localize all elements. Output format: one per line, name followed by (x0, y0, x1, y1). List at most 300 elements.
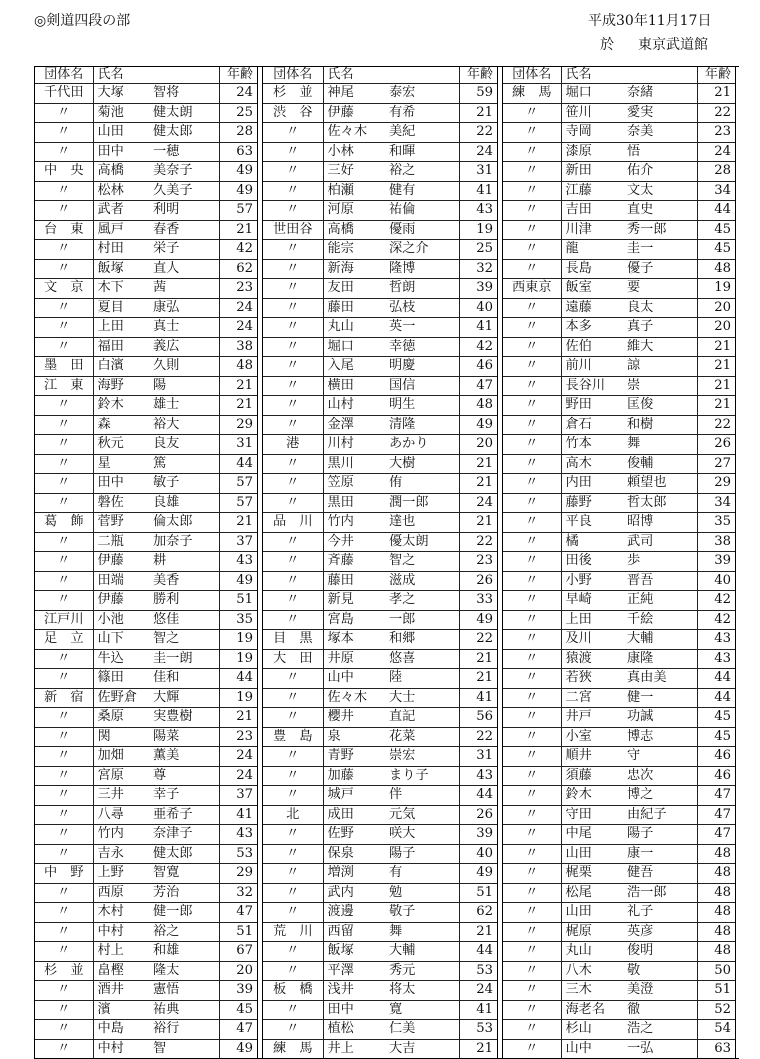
given-name-cell: 明慶 (385, 357, 459, 377)
group-cell: 葛 飾 (35, 513, 93, 533)
header-name: 氏名 (323, 67, 459, 84)
given-name-cell: 伴 (385, 786, 459, 806)
table-row (263, 883, 497, 903)
surname-cell: 横田 (323, 376, 385, 396)
given-name-cell: 将太 (385, 981, 459, 1001)
given-name-cell: 隆太 (149, 961, 219, 981)
surname-cell: 内田 (561, 474, 623, 494)
group-cell: 〃 (503, 766, 561, 786)
given-name-cell: 裕之 (149, 922, 219, 942)
given-name-cell: 真子 (623, 318, 697, 338)
group-cell: 〃 (503, 630, 561, 650)
surname-cell: 田中 (93, 142, 149, 162)
age-cell: 35 (219, 610, 257, 630)
age-cell: 39 (219, 981, 257, 1001)
age-cell: 51 (219, 591, 257, 611)
surname-cell: 三好 (323, 162, 385, 182)
table-row (35, 786, 257, 806)
table-row (35, 396, 257, 416)
given-name-cell: 耕 (149, 552, 219, 572)
surname-cell: 関 (93, 727, 149, 747)
group-cell: 〃 (263, 571, 323, 591)
group-cell: 〃 (263, 610, 323, 630)
given-name-cell: 圭一 (623, 240, 697, 260)
surname-cell: 木村 (93, 903, 149, 923)
age-cell: 28 (219, 123, 257, 143)
table-row (263, 532, 497, 552)
age-cell: 53 (459, 1020, 497, 1040)
given-name-cell: 弘枝 (385, 298, 459, 318)
surname-cell: 田中 (93, 474, 149, 494)
surname-cell: 二宮 (561, 688, 623, 708)
given-name-cell: 英彦 (623, 922, 697, 942)
table-row (263, 1000, 497, 1020)
table-row (503, 162, 735, 182)
age-cell: 43 (219, 552, 257, 572)
group-cell: 台 東 (35, 220, 93, 240)
given-name-cell: 康一 (623, 844, 697, 864)
surname-cell: 遠藤 (561, 298, 623, 318)
group-cell: 〃 (35, 181, 93, 201)
group-cell: 〃 (503, 825, 561, 845)
group-cell: 〃 (263, 240, 323, 260)
table-row (503, 220, 735, 240)
group-cell: 〃 (503, 571, 561, 591)
given-name-cell: 寛 (385, 1000, 459, 1020)
group-cell: 墨 田 (35, 357, 93, 377)
given-name-cell: 久則 (149, 357, 219, 377)
surname-cell: 佐野 (323, 825, 385, 845)
age-cell: 44 (219, 669, 257, 689)
age-cell: 47 (219, 903, 257, 923)
group-cell: 〃 (503, 240, 561, 260)
table-row (263, 513, 497, 533)
age-cell: 45 (697, 708, 735, 728)
surname-cell: 桑原 (93, 708, 149, 728)
group-cell: 〃 (35, 981, 93, 1001)
table-row (263, 298, 497, 318)
group-cell: 〃 (503, 669, 561, 689)
age-cell: 41 (459, 688, 497, 708)
given-name-cell: 陽子 (623, 825, 697, 845)
given-name-cell: あかり (385, 435, 459, 455)
given-name-cell: 智之 (385, 552, 459, 572)
group-cell: 〃 (35, 532, 93, 552)
surname-cell: 新見 (323, 591, 385, 611)
surname-cell: 秋元 (93, 435, 149, 455)
surname-cell: 新海 (323, 259, 385, 279)
surname-cell: 長島 (561, 259, 623, 279)
age-cell: 21 (697, 84, 735, 104)
given-name-cell: 良太 (623, 298, 697, 318)
age-cell: 49 (459, 864, 497, 884)
given-name-cell: 仁美 (385, 1020, 459, 1040)
group-cell: 〃 (263, 591, 323, 611)
table-row (35, 415, 257, 435)
surname-cell: 金澤 (323, 415, 385, 435)
table-row (503, 786, 735, 806)
age-cell: 44 (459, 786, 497, 806)
given-name-cell: 康隆 (623, 649, 697, 669)
surname-cell: 梶栗 (561, 864, 623, 884)
group-cell: 〃 (35, 883, 93, 903)
table-row (263, 142, 497, 162)
given-name-cell: 守 (623, 747, 697, 767)
table-row (35, 474, 257, 494)
header-name: 氏名 (93, 67, 219, 84)
table-row (503, 883, 735, 903)
group-cell: 〃 (503, 942, 561, 962)
group-cell: 〃 (263, 396, 323, 416)
surname-cell: 及川 (561, 630, 623, 650)
given-name-cell: 康弘 (149, 298, 219, 318)
age-cell: 22 (459, 727, 497, 747)
given-name-cell: 一弘 (627, 1040, 654, 1056)
given-name-cell: 功誠 (623, 708, 697, 728)
header-group: 団体名 (35, 67, 93, 84)
table-row (263, 903, 497, 923)
results-table (34, 66, 739, 1059)
surname-cell: 黒川 (323, 454, 385, 474)
group-cell: 〃 (263, 162, 323, 182)
table-row (35, 279, 257, 299)
given-name-cell: 美奈子 (149, 162, 219, 182)
given-name-cell: 佳和 (149, 669, 219, 689)
table-row (503, 864, 735, 884)
table-row (263, 610, 497, 630)
given-name-cell: 幸徳 (385, 337, 459, 357)
header-row (263, 67, 497, 84)
group-cell: 〃 (503, 337, 561, 357)
table-row (35, 142, 257, 162)
surname-cell: 倉石 (561, 415, 623, 435)
column-table (263, 67, 497, 1058)
group-cell: 足 立 (35, 630, 93, 650)
surname-cell: 川津 (561, 220, 623, 240)
group-cell: 〃 (503, 376, 561, 396)
table-row (503, 610, 735, 630)
age-cell: 19 (219, 688, 257, 708)
given-name-cell: 和郷 (385, 630, 459, 650)
given-name-cell: 有 (385, 864, 459, 884)
given-name-cell: 智之 (149, 630, 219, 650)
group-cell: 〃 (263, 201, 323, 221)
age-cell: 48 (697, 883, 735, 903)
group-cell: 〃 (263, 942, 323, 962)
table-row (503, 454, 735, 474)
venue-name: 東京武道館 (638, 37, 708, 53)
surname-cell: 吉田 (561, 201, 623, 221)
group-cell: 〃 (503, 357, 561, 377)
surname-cell: 高橋 (93, 162, 149, 182)
table-row (263, 727, 497, 747)
table-row (263, 688, 497, 708)
table-row (35, 201, 257, 221)
surname-cell: 村田 (93, 240, 149, 260)
table-row (35, 1039, 257, 1058)
surname-cell: 山下 (93, 630, 149, 650)
age-cell: 24 (219, 84, 257, 104)
age-cell: 47 (697, 825, 735, 845)
age-cell: 38 (219, 337, 257, 357)
age-cell: 40 (459, 298, 497, 318)
group-cell: 江戸川 (35, 610, 93, 630)
surname-cell: 吉永 (93, 844, 149, 864)
age-cell: 57 (219, 201, 257, 221)
given-name-cell: 達也 (385, 513, 459, 533)
column-table (35, 67, 257, 1058)
given-name-cell: 博之 (623, 786, 697, 806)
given-name-cell: 俊輔 (623, 454, 697, 474)
table-row (503, 142, 735, 162)
table-row (263, 454, 497, 474)
group-cell: 〃 (503, 727, 561, 747)
given-name-cell: 博志 (623, 727, 697, 747)
surname-cell: 松尾 (561, 883, 623, 903)
surname-cell: 風戸 (93, 220, 149, 240)
group-cell: 〃 (263, 123, 323, 143)
age-cell: 62 (219, 259, 257, 279)
age-cell: 20 (697, 318, 735, 338)
table-row (35, 1020, 257, 1040)
surname-cell: 佐伯 (561, 337, 623, 357)
age-cell: 21 (459, 669, 497, 689)
table-row (503, 942, 735, 962)
surname-cell: 山田 (561, 903, 623, 923)
group-cell: 目 黒 (263, 630, 323, 650)
group-cell: 〃 (35, 435, 93, 455)
given-name-cell: 篤 (149, 454, 219, 474)
age-cell: 42 (697, 610, 735, 630)
given-name-cell: 有希 (385, 103, 459, 123)
group-cell: 北 (263, 805, 323, 825)
given-name-cell: 裕之 (385, 162, 459, 182)
surname-cell: 江藤 (561, 181, 623, 201)
age-cell: 28 (697, 162, 735, 182)
surname-cell: 野田 (561, 396, 623, 416)
table-row (503, 591, 735, 611)
given-name-cell: 哲朗 (385, 279, 459, 299)
group-cell: 〃 (35, 747, 93, 767)
group-cell: 〃 (35, 825, 93, 845)
age-cell: 46 (697, 747, 735, 767)
given-name-cell: 実豊樹 (149, 708, 219, 728)
age-cell: 19 (219, 630, 257, 650)
given-name-cell: 千絵 (623, 610, 697, 630)
group-cell: 〃 (35, 844, 93, 864)
group-cell: 〃 (35, 1000, 93, 1020)
age-cell: 24 (219, 318, 257, 338)
given-name-cell: 健吾 (623, 864, 697, 884)
surname-cell: 鈴木 (93, 396, 149, 416)
age-cell: 49 (219, 571, 257, 591)
group-cell: 〃 (503, 747, 561, 767)
group-cell: 〃 (263, 474, 323, 494)
given-name-cell: 優雨 (385, 220, 459, 240)
group-cell: 〃 (263, 786, 323, 806)
given-name-cell: 愛実 (623, 103, 697, 123)
table-row (503, 669, 735, 689)
age-cell: 57 (219, 493, 257, 513)
given-name-cell: 春香 (149, 220, 219, 240)
table-row (263, 474, 497, 494)
header-age: 年齢 (697, 67, 735, 84)
given-name-cell: 義広 (149, 337, 219, 357)
header-age: 年齢 (459, 67, 497, 84)
header-name: 氏名 (561, 67, 697, 84)
surname-cell: 山田 (93, 123, 149, 143)
given-name-cell: 明生 (385, 396, 459, 416)
table-row (503, 961, 735, 981)
surname-cell: 早崎 (561, 591, 623, 611)
surname-cell: 松林 (93, 181, 149, 201)
surname-cell: 牛込 (93, 649, 149, 669)
table-row (35, 942, 257, 962)
table-row (35, 435, 257, 455)
given-name-cell: 倫太郎 (149, 513, 219, 533)
table-row (263, 357, 497, 377)
surname-cell: 杉山 (561, 1020, 623, 1040)
group-cell: 〃 (503, 883, 561, 903)
group-cell: 新 宿 (35, 688, 93, 708)
surname-cell: 平澤 (323, 961, 385, 981)
age-cell: 26 (459, 805, 497, 825)
given-name-cell: 健太郎 (149, 123, 219, 143)
group-cell: 中 央 (35, 162, 93, 182)
table-row (263, 240, 497, 260)
table-row (503, 922, 735, 942)
age-cell: 23 (697, 123, 735, 143)
group-cell: 〃 (35, 493, 93, 513)
surname-cell: 三井 (93, 786, 149, 806)
given-name-cell: まり子 (385, 766, 459, 786)
table-row (503, 747, 735, 767)
surname-cell: 井上 (327, 1040, 354, 1056)
surname-cell: 小野 (561, 571, 623, 591)
age-cell: 48 (219, 357, 257, 377)
group-cell: 港 (263, 435, 323, 455)
table-row (503, 708, 735, 728)
age-cell: 49 (459, 610, 497, 630)
surname-cell: 田端 (93, 571, 149, 591)
group-cell: 〃 (35, 942, 93, 962)
given-name-cell: 崇宏 (385, 747, 459, 767)
given-name-cell: 茜 (149, 279, 219, 299)
given-name-cell: 加奈子 (149, 532, 219, 552)
table-row (503, 571, 735, 591)
age-cell: 40 (697, 571, 735, 591)
given-name-cell: 英一 (385, 318, 459, 338)
given-name-cell: 晋吾 (623, 571, 697, 591)
age-cell: 42 (459, 337, 497, 357)
surname-cell: 笠原 (323, 474, 385, 494)
group-cell: 〃 (35, 708, 93, 728)
age-cell: 46 (459, 357, 497, 377)
given-name-cell: 良友 (149, 435, 219, 455)
given-name-cell: 維大 (623, 337, 697, 357)
surname-cell: 宮島 (323, 610, 385, 630)
age-cell: 25 (219, 103, 257, 123)
table-row (263, 922, 497, 942)
age-cell: 48 (697, 903, 735, 923)
given-name-cell: 智 (153, 1040, 167, 1056)
surname-cell: 宮原 (93, 766, 149, 786)
age-cell: 42 (219, 240, 257, 260)
given-name-cell: 一穂 (149, 142, 219, 162)
table-row (263, 805, 497, 825)
age-cell: 53 (459, 961, 497, 981)
table-row (263, 84, 497, 104)
given-name-cell: 昭博 (623, 513, 697, 533)
group-cell: 西東京 (503, 279, 561, 299)
given-name-cell: 直記 (385, 708, 459, 728)
given-name-cell: 健一郎 (149, 903, 219, 923)
table-row (35, 123, 257, 143)
group-cell: 〃 (263, 961, 323, 981)
table-row (263, 1020, 497, 1040)
given-name-cell: 真士 (149, 318, 219, 338)
table-row (503, 474, 735, 494)
age-cell: 21 (459, 513, 497, 533)
group-cell: 杉 並 (263, 84, 323, 104)
group-cell: 〃 (263, 142, 323, 162)
table-row (503, 435, 735, 455)
surname-cell: 須藤 (561, 766, 623, 786)
table-row (503, 513, 735, 533)
table-row (35, 552, 257, 572)
given-name-cell: 大樹 (385, 454, 459, 474)
surname-cell: 小室 (561, 727, 623, 747)
group-cell: 渋 谷 (263, 103, 323, 123)
group-cell: 〃 (35, 552, 93, 572)
table-row (263, 844, 497, 864)
surname-cell: 鈴木 (561, 786, 623, 806)
table-row (35, 903, 257, 923)
group-cell: 〃 (35, 786, 93, 806)
group-cell: 〃 (35, 318, 93, 338)
table-row (263, 435, 497, 455)
table-row (263, 708, 497, 728)
surname-cell: 星 (93, 454, 149, 474)
surname-cell: 龍 (561, 240, 623, 260)
age-cell: 22 (697, 415, 735, 435)
surname-cell: 渡邊 (323, 903, 385, 923)
age-cell: 37 (219, 786, 257, 806)
given-name-cell: 大輔 (385, 942, 459, 962)
table-row (263, 942, 497, 962)
table-row (503, 396, 735, 416)
group-cell: 〃 (35, 396, 93, 416)
age-cell: 48 (697, 942, 735, 962)
surname-cell: 櫻井 (323, 708, 385, 728)
age-cell: 48 (459, 396, 497, 416)
given-name-cell: 真由美 (623, 669, 697, 689)
age-cell: 63 (219, 142, 257, 162)
age-cell: 51 (697, 981, 735, 1001)
group-cell: 〃 (35, 766, 93, 786)
group-cell: 〃 (35, 415, 93, 435)
table-row (35, 630, 257, 650)
age-cell: 34 (697, 493, 735, 513)
given-name-cell: 滋成 (385, 571, 459, 591)
group-cell: 〃 (503, 474, 561, 494)
age-cell: 24 (219, 747, 257, 767)
table-row (263, 220, 497, 240)
age-cell: 51 (459, 883, 497, 903)
given-name-cell: 陸 (385, 669, 459, 689)
given-name-cell: 憲悟 (149, 981, 219, 1001)
table-row (35, 844, 257, 864)
